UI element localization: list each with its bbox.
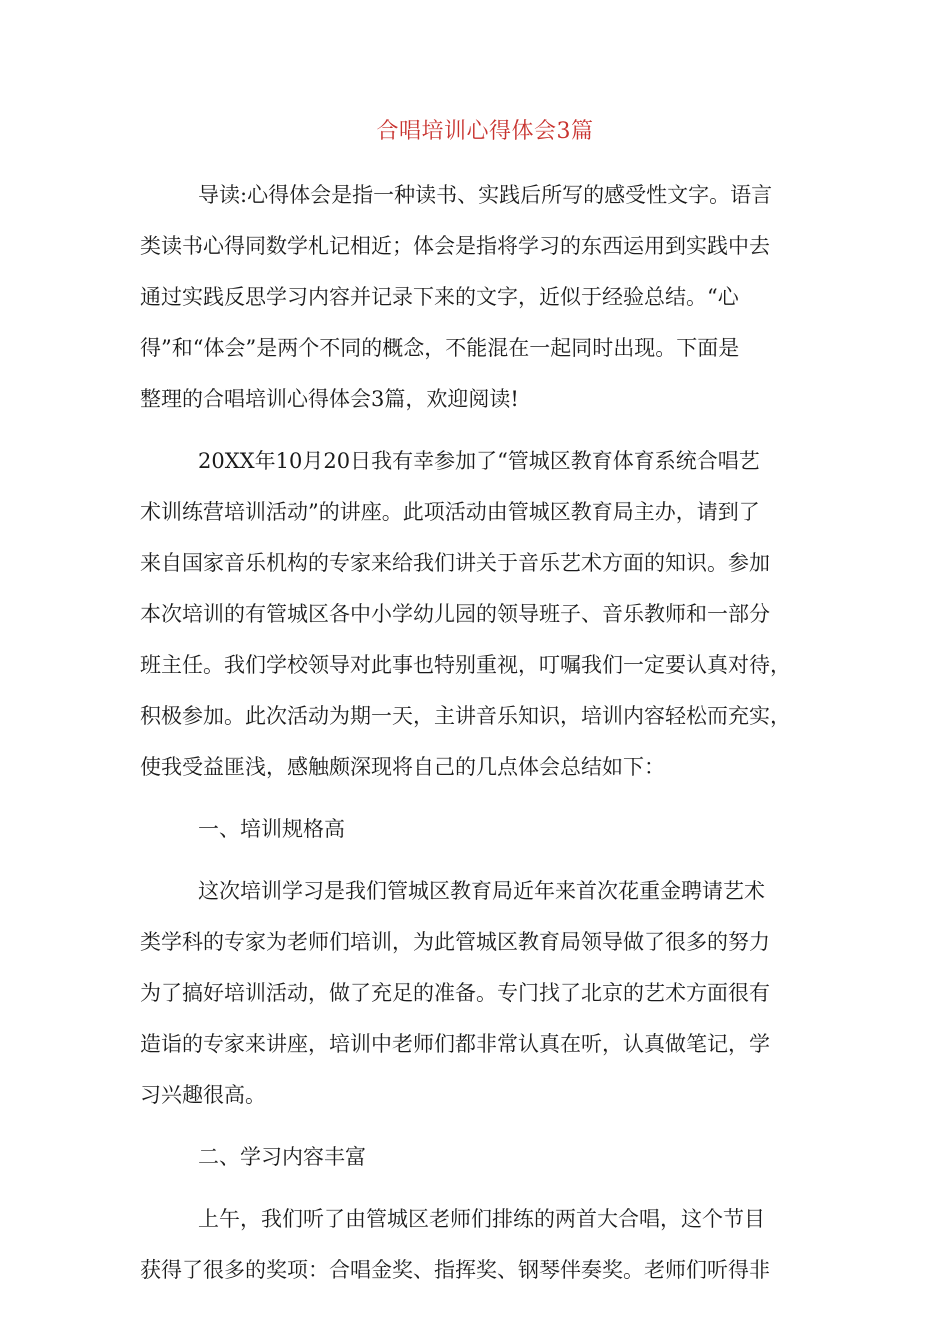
document-page <box>140 112 830 1307</box>
text-line: 获得了很多的奖项：合唱金奖、指挥奖、钢琴伴奏奖。老师们听得非 <box>140 1258 770 1282</box>
text-line: 造诣的专家来讲座，培训中老师们都非常认真在听，认真做笔记，学 <box>140 1032 770 1056</box>
paragraph-section-2 <box>140 1194 830 1296</box>
paragraph-event <box>140 436 830 793</box>
section-heading-2 <box>140 1132 830 1183</box>
paragraph-intro <box>140 170 830 425</box>
text-line: 类学科的专家为老师们培训，为此管城区教育局领导做了很多的努力 <box>140 930 770 954</box>
text-line: 通过实践反思学习内容并记录下来的文字，近似于经验总结。“心 <box>140 285 739 309</box>
text-line: 本次培训的有管城区各中小学幼儿园的领导班子、音乐教师和一部分 <box>140 602 770 626</box>
text-line: 习兴趣很高。 <box>140 1083 266 1107</box>
text-line: 班主任。我们学校领导对此事也特别重视，叮嘱我们一定要认真对待， <box>140 653 791 677</box>
section-heading-1 <box>140 804 830 855</box>
text-line: 导读:心得体会是指一种读书、实践后所写的感受性文字。语言 <box>198 183 773 207</box>
text-line: 术训练营培训活动”的讲座。此项活动由管城区教育局主办，请到了 <box>140 500 760 524</box>
text-line: 积极参加。此次活动为期一天，主讲音乐知识，培训内容轻松而充实， <box>140 704 791 728</box>
text-line: 类读书心得同数学札记相近；体会是指将学习的东西运用到实践中去 <box>140 234 770 258</box>
text-line: 使我受益匪浅，感触颇深现将自己的几点体会总结如下： <box>140 755 665 779</box>
text-line: 上午，我们听了由管城区老师们排练的两首大合唱，这个节目 <box>198 1207 765 1231</box>
document-title: 合唱培训心得体会3篇 <box>376 119 594 144</box>
text-line: 整理的合唱培训心得体会3篇，欢迎阅读! <box>140 387 519 411</box>
paragraph-section-1 <box>140 866 830 1121</box>
text-line: 得”和“体会”是两个不同的概念，不能混在一起同时出现。下面是 <box>140 336 740 360</box>
text-line: 这次培训学习是我们管城区教育局近年来首次花重金聘请艺术 <box>198 879 765 903</box>
heading-line: 二、学习内容丰富 <box>198 1145 366 1169</box>
text-line: 来自国家音乐机构的专家来给我们讲关于音乐艺术方面的知识。参加 <box>140 551 770 575</box>
heading-line: 一、培训规格高 <box>198 817 345 841</box>
text-line: 20XX年10月20日我有幸参加了“管城区教育体育系统合唱艺 <box>198 449 760 473</box>
text-line: 为了搞好培训活动，做了充足的准备。专门找了北京的艺术方面很有 <box>140 981 770 1005</box>
